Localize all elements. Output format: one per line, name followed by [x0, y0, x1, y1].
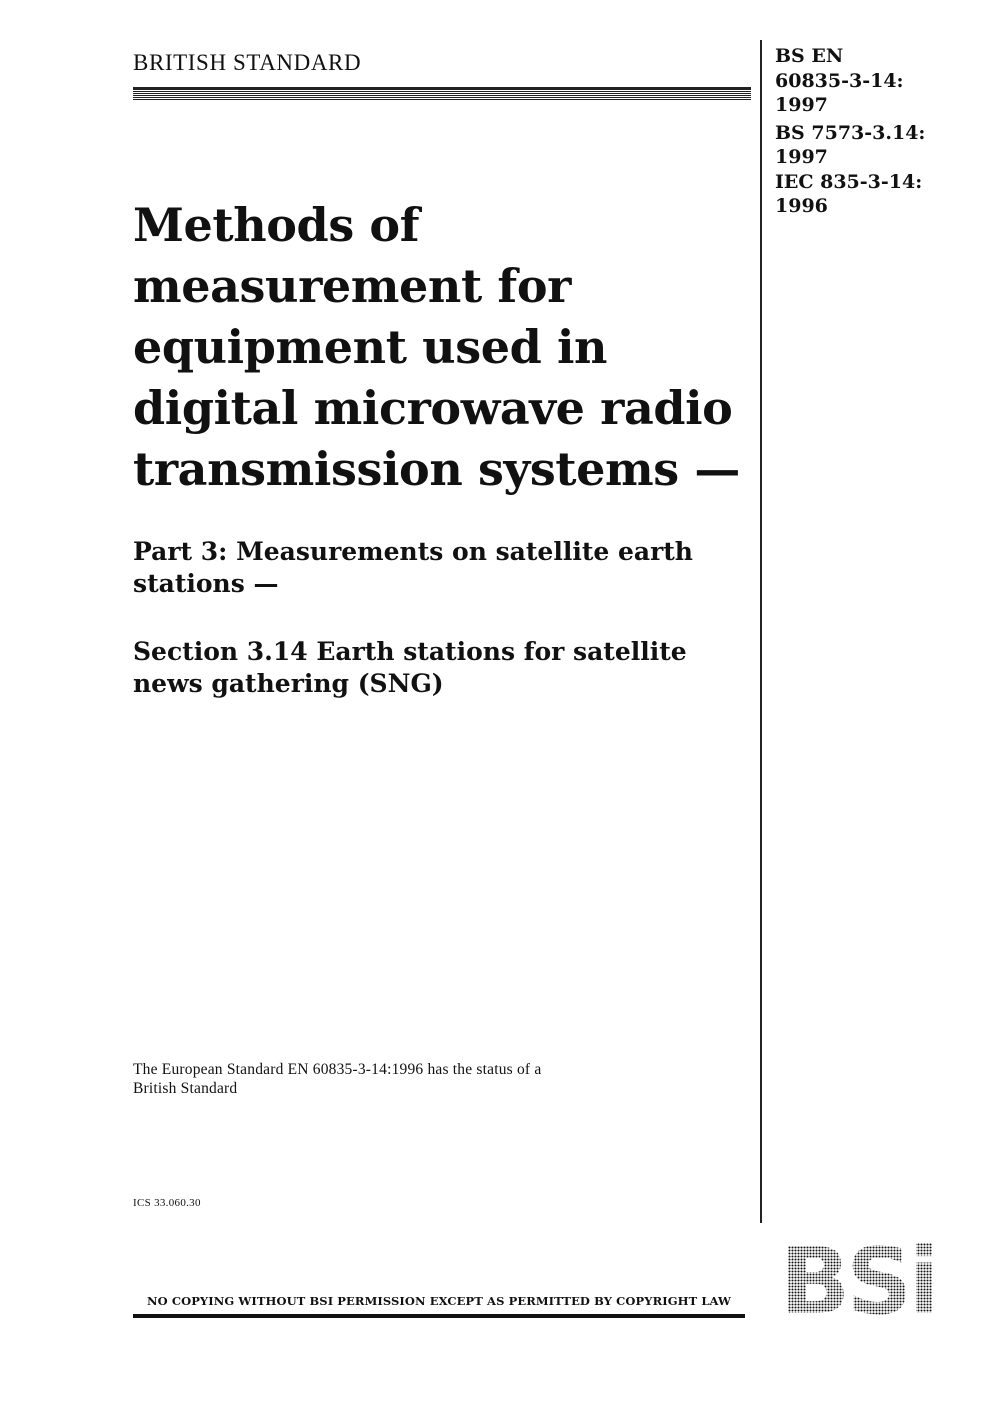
designation-line: BS 7573-3.14:: [775, 121, 926, 144]
designation-line: 1997: [775, 146, 828, 168]
ics-code: ICS 33.060.30: [133, 1197, 201, 1209]
designation-line: 1997: [775, 94, 828, 116]
designation-line: BS EN: [775, 45, 844, 67]
title-line: Methods of: [133, 198, 420, 252]
status-note-line: The European Standard EN 60835-3-14:1996 has the status of a: [133, 1061, 542, 1078]
copyright-notice: NO COPYING WITHOUT BSI PERMISSION EXCEPT AS PERMITTED BY COPYRIGHT LAW: [146, 1294, 732, 1308]
title-line: equipment used in: [133, 320, 608, 374]
section-title-line: Section 3.14 Earth stations for satellite: [133, 637, 687, 666]
status-note: [133, 1060, 693, 1098]
title-line: measurement for: [133, 259, 571, 313]
part-title: [133, 536, 758, 600]
title-line: transmission systems —: [133, 442, 741, 496]
standard-numbers: [775, 44, 985, 222]
designation-line: 1996: [775, 195, 828, 217]
vertical-divider: [760, 40, 762, 1223]
bs-iec-designation: [775, 121, 985, 219]
bsi-logo: [770, 1240, 946, 1320]
designation-line: 60835-3-14:: [775, 69, 904, 92]
section-title-line: news gathering (SNG): [133, 669, 444, 698]
svg-text:BSi: BSi: [780, 1240, 936, 1320]
title-line: digital microwave radio: [133, 381, 733, 435]
bs-en-designation: [775, 44, 985, 118]
footer-rule: [133, 1314, 745, 1318]
document-title: [133, 195, 758, 500]
header-rule: [133, 87, 751, 101]
section-title: [133, 636, 758, 700]
part-title-line: Part 3: Measurements on satellite earth: [133, 537, 693, 566]
designation-line: IEC 835-3-14:: [775, 170, 923, 193]
part-title-line: stations —: [133, 569, 279, 598]
document-type-label: BRITISH STANDARD: [133, 50, 362, 75]
status-note-line: British Standard: [133, 1080, 238, 1097]
